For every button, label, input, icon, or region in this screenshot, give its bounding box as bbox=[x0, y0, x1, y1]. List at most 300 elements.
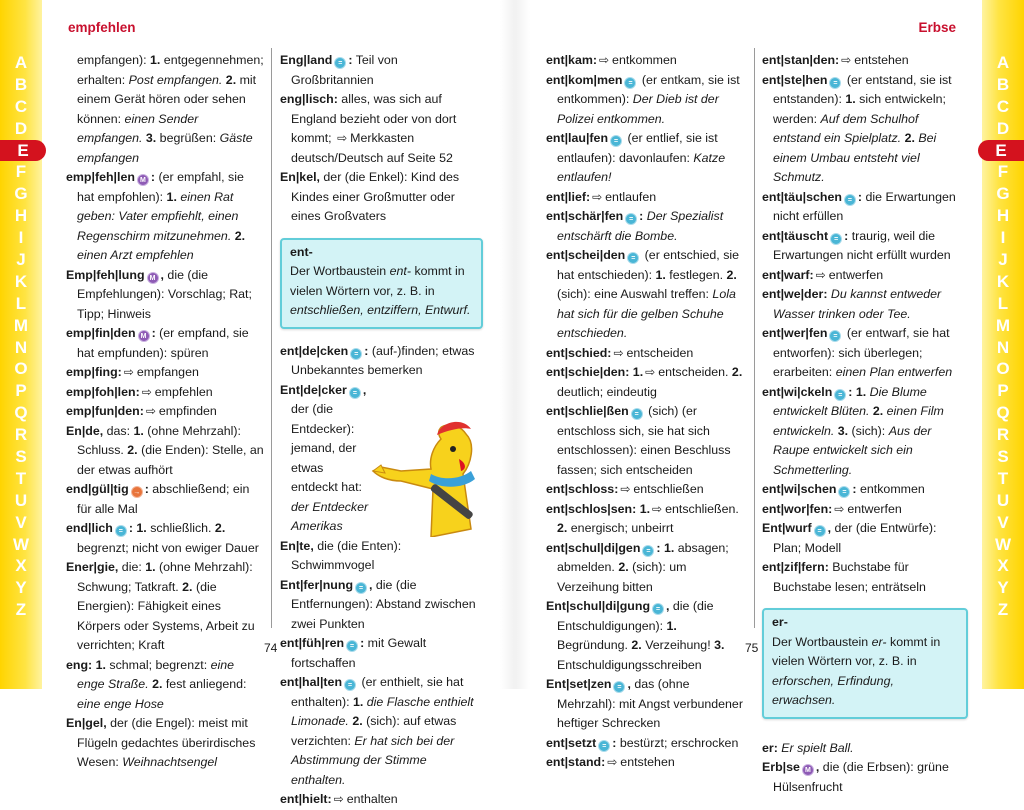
info-box-title: ent- bbox=[290, 244, 313, 259]
m-badge-icon: M bbox=[137, 174, 149, 186]
alphabet-tab-j[interactable]: J bbox=[998, 250, 1008, 270]
headword: Ent|set|zen bbox=[546, 677, 612, 691]
headword: 2. bbox=[182, 579, 193, 594]
dictionary-entry bbox=[66, 168, 264, 266]
alphabet-tab-t[interactable]: T bbox=[997, 468, 1009, 488]
headword: : 1. bbox=[848, 384, 867, 399]
example-text: Du kannst entweder Wasser trinken oder Tee. bbox=[773, 287, 942, 321]
definition-text: schließlich. bbox=[146, 521, 215, 535]
dictionary-entry bbox=[762, 285, 968, 324]
alphabet-tab-k[interactable]: K bbox=[996, 271, 1010, 291]
definition-text: (er entschied, sie hat entschieden): bbox=[557, 248, 740, 282]
definition-text: (er enthielt, sie hat enthalten): bbox=[291, 675, 464, 709]
dictionary-entry bbox=[66, 51, 264, 168]
definition-text: (er entwarf, sie hat entworfen): sich überlegen; erarbeiten: bbox=[773, 326, 950, 379]
dictionary-entry bbox=[66, 480, 264, 519]
example-text: er- bbox=[871, 634, 887, 649]
alphabet-tab-v[interactable]: V bbox=[997, 512, 1009, 532]
alphabet-tab-p[interactable]: P bbox=[997, 381, 1009, 401]
arrow-right-icon: ⇨ bbox=[123, 365, 134, 379]
definition-text: entstehen bbox=[620, 755, 675, 769]
column-divider bbox=[754, 48, 755, 628]
alphabet-tab-x[interactable]: X bbox=[15, 556, 27, 576]
book-gutter bbox=[500, 0, 530, 689]
definition-text: entkommen bbox=[612, 53, 677, 67]
headword: : bbox=[144, 482, 149, 496]
alphabet-tab-z[interactable]: Z bbox=[997, 600, 1009, 620]
example-text: einen Film entwickeln. bbox=[773, 404, 944, 438]
headword: Eng|land bbox=[280, 53, 333, 67]
alphabet-tab-r[interactable]: R bbox=[14, 425, 28, 445]
headword: emp|fing: bbox=[66, 365, 122, 379]
dictionary-entry bbox=[546, 246, 748, 344]
blue-badge-icon: = bbox=[631, 408, 643, 420]
definition-text: (sich): bbox=[848, 423, 889, 438]
definition-text: entscheiden bbox=[626, 345, 694, 360]
alphabet-tab-z[interactable]: Z bbox=[15, 600, 27, 620]
dictionary-entry bbox=[280, 168, 483, 227]
arrow-right-icon: ⇨ bbox=[841, 53, 852, 67]
definition-text: die Erwartungen nicht erfüllen bbox=[773, 189, 956, 223]
alphabet-tab-j[interactable]: J bbox=[16, 250, 26, 270]
dictionary-column-2 bbox=[280, 51, 483, 810]
dictionary-entry bbox=[762, 558, 968, 597]
dictionary-entry bbox=[762, 51, 968, 71]
alphabet-tab-r[interactable]: R bbox=[996, 425, 1010, 445]
headword: ent|setzt bbox=[546, 735, 597, 750]
headword: ent|lief: bbox=[546, 189, 591, 204]
dictionary-entry bbox=[66, 383, 264, 403]
alphabet-tab-m[interactable]: M bbox=[995, 315, 1011, 335]
alphabet-tab-d[interactable]: D bbox=[996, 118, 1010, 138]
definition-text: kommt in vielen Wörtern vor, z. B. in bbox=[290, 264, 465, 298]
arrow-right-icon: ⇨ bbox=[652, 501, 663, 516]
dictionary-entry bbox=[546, 480, 748, 500]
arrow-right-icon: ⇨ bbox=[607, 755, 618, 769]
page-number-left: 74 bbox=[264, 641, 278, 655]
headword: , bbox=[362, 382, 367, 397]
definition-text: das: bbox=[103, 423, 134, 438]
arrow-right-icon: ⇨ bbox=[613, 345, 624, 360]
example-text: Auf dem Schulhof entstand ein Spielplatz. bbox=[773, 111, 919, 145]
definition-text: der (die Enkel): Kind des Kindes einer Großmutter oder eines Großvaters bbox=[291, 170, 460, 223]
dictionary-entry bbox=[66, 324, 264, 363]
definition-text: begrenzt; nicht von ewiger Dauer bbox=[77, 540, 259, 555]
headword: : bbox=[844, 228, 849, 243]
dictionary-entry bbox=[762, 758, 968, 797]
headword: En|kel, bbox=[280, 170, 320, 184]
guide-word-right: Erbse bbox=[918, 20, 956, 35]
dictionary-entry bbox=[280, 673, 483, 790]
example-text: Die Blume entwickelt Blüten. bbox=[773, 384, 927, 418]
m-badge-icon: M bbox=[138, 330, 150, 342]
definition-text: (sich): auf etwas verzichten: bbox=[291, 714, 457, 748]
dictionary-entry bbox=[546, 129, 748, 188]
dictionary-entry bbox=[546, 539, 748, 598]
headword: eng: 1. bbox=[66, 657, 106, 672]
headword: ent|lau|fen bbox=[546, 131, 609, 145]
definition-text: traurig, weil die Erwartungen nicht erfüllt wurden bbox=[773, 228, 951, 262]
definition-text: das (ohne Mehrzahl): mit Angst verbundener heftiger Schrecken bbox=[557, 677, 743, 730]
info-box-text bbox=[772, 633, 958, 711]
headword: 2. bbox=[901, 131, 915, 145]
headword: : bbox=[639, 209, 644, 223]
definition-text: (auf-)finden; etwas Unbekanntes bemerken bbox=[291, 343, 475, 377]
dictionary-entry bbox=[762, 480, 968, 500]
alphabet-tab-n[interactable]: N bbox=[14, 337, 28, 357]
dictionary-entry bbox=[546, 188, 748, 208]
alphabet-tab-u[interactable]: U bbox=[996, 490, 1010, 510]
alphabet-tab-o[interactable]: O bbox=[14, 359, 28, 379]
alphabet-index-left bbox=[0, 52, 42, 621]
headword: eng|lisch: bbox=[280, 92, 338, 106]
alphabet-tab-c[interactable]: C bbox=[14, 96, 28, 116]
definition-text: deutlich; eindeutig bbox=[557, 384, 657, 399]
example-text: Er spielt Ball. bbox=[777, 740, 854, 755]
headword: ent|we|der: bbox=[762, 287, 828, 301]
example-text: Weihnachtsengel bbox=[122, 755, 218, 769]
alphabet-tab-w[interactable]: W bbox=[994, 534, 1012, 554]
blue-badge-icon: = bbox=[344, 679, 356, 691]
dictionary-entry bbox=[546, 500, 748, 539]
dictionary-entry bbox=[762, 227, 968, 266]
headword: ent|schul|di|gen bbox=[546, 540, 641, 555]
headword: : bbox=[360, 636, 365, 650]
example-text: Der Spezialist entschärft die Bombe. bbox=[557, 209, 724, 243]
blue-badge-icon: = bbox=[624, 77, 636, 89]
alphabet-tab-h[interactable]: H bbox=[14, 206, 28, 226]
alphabet-tab-g[interactable]: G bbox=[14, 184, 28, 204]
dictionary-entry bbox=[280, 90, 483, 168]
alphabet-tab-s[interactable]: S bbox=[997, 447, 1009, 467]
arrow-right-icon: ⇨ bbox=[834, 501, 845, 516]
definition-text: (die Enden): Stelle, an der etwas aufhört bbox=[77, 443, 264, 477]
info-box-er bbox=[762, 608, 968, 719]
alphabet-tab-b[interactable]: B bbox=[14, 74, 28, 94]
example-text: die Flasche enthielt Limonade. bbox=[291, 694, 474, 728]
definition-text: alles, was sich auf England bezieht oder von dort kommt; bbox=[291, 92, 457, 145]
dictionary-entry bbox=[546, 51, 748, 71]
alphabet-tab-y[interactable]: Y bbox=[997, 578, 1009, 598]
example-text: einen Plan entwerfen bbox=[835, 365, 953, 379]
headword: : bbox=[348, 53, 353, 67]
headword: 3. bbox=[714, 638, 725, 652]
headword: ent|schied: bbox=[546, 345, 612, 360]
headword: 3. bbox=[142, 131, 157, 145]
dictionary-entry bbox=[66, 656, 264, 715]
example-text: Katze entlaufen! bbox=[557, 150, 726, 184]
blue-badge-icon: = bbox=[642, 545, 654, 557]
alphabet-tab-i[interactable]: I bbox=[1000, 228, 1006, 248]
definition-text: Buchstabe für Buchstabe lesen; enträtseln bbox=[773, 560, 926, 594]
example-text: ent- bbox=[389, 264, 411, 278]
headword: ent|schie|den: 1. bbox=[546, 365, 644, 379]
definition-text: (sich) (er entschloss sich, sie hat sich entschlossen): einen Beschluss fassen; sich entscheiden bbox=[557, 404, 731, 477]
headword: ent|de|cken bbox=[280, 343, 349, 358]
headword: : bbox=[364, 343, 369, 358]
example-text: Post empfangen. bbox=[128, 72, 223, 87]
headword: ent|schei|den bbox=[546, 248, 626, 262]
headword: ent|füh|ren bbox=[280, 636, 345, 650]
example-text: erforschen, Erfindung, erwachsen. bbox=[772, 673, 894, 707]
example-text: Aus der Raupe entwickelt sich ein Schmetterling. bbox=[773, 423, 932, 477]
guide-word-left: empfehlen bbox=[68, 20, 136, 35]
dictionary-entry bbox=[66, 714, 264, 773]
alphabet-tab-b[interactable]: B bbox=[996, 74, 1010, 94]
headword: En|gel, bbox=[66, 716, 107, 730]
dictionary-entry bbox=[280, 576, 483, 635]
definition-text: entstehen bbox=[854, 53, 909, 67]
dictionary-entry bbox=[66, 519, 264, 558]
headword: ent|stan|den: bbox=[762, 53, 840, 67]
definition-text: Merkkasten deutsch/Deutsch auf Seite 52 bbox=[291, 131, 453, 165]
definition-text: abschließend; ein für alle Mal bbox=[77, 482, 250, 516]
alphabet-tab-d[interactable]: D bbox=[14, 118, 28, 138]
alphabet-tab-f[interactable]: F bbox=[997, 162, 1009, 182]
dictionary-entry bbox=[546, 675, 748, 734]
headword: Erb|se bbox=[762, 760, 800, 774]
definition-text: (die Energien): Fähigkeit eines Körpers oder Systems, Arbeit zu verrichten; Kraft bbox=[77, 579, 255, 652]
definition-text: entlaufen bbox=[605, 189, 657, 204]
arrow-right-icon: ⇨ bbox=[620, 482, 631, 496]
headword: 2. bbox=[726, 267, 737, 282]
example-text: einen Rat geben: Vater empfiehlt, einen Regenschirm mitzunehmen. bbox=[77, 189, 239, 243]
blue-badge-icon: = bbox=[613, 681, 625, 693]
headword: ent|warf: bbox=[762, 267, 814, 282]
headword: ent|stand: bbox=[546, 755, 606, 769]
headword: ent|hielt: bbox=[280, 792, 332, 806]
headword: emp|fun|den: bbox=[66, 404, 144, 418]
info-box-text bbox=[290, 262, 473, 321]
example-text: der Entdecker Amerikas bbox=[291, 499, 369, 533]
alphabet-tab-e[interactable]: E bbox=[0, 140, 46, 162]
headword: Ener|gie, bbox=[66, 560, 119, 574]
definition-text: energisch; unbeirrt bbox=[567, 521, 674, 535]
page-number-right: 75 bbox=[745, 641, 759, 655]
headword: 2. bbox=[731, 365, 743, 379]
alphabet-tab-s[interactable]: S bbox=[15, 447, 27, 467]
headword: , bbox=[160, 267, 164, 282]
blue-badge-icon: = bbox=[830, 233, 842, 245]
alphabet-tab-k[interactable]: K bbox=[14, 271, 28, 291]
example-text: Bei einem Umbau entsteht viel Schmutz. bbox=[773, 131, 937, 184]
headword: 2. bbox=[231, 228, 246, 243]
definition-text: (ohne Mehrzahl): Schwung; Tatkraft. bbox=[77, 560, 253, 594]
definition-text: der (die Entdecker): jemand, der etwas entdeckt hat: bbox=[291, 402, 362, 494]
blue-badge-icon: = bbox=[610, 135, 622, 147]
headword: ent|wer|fen bbox=[762, 326, 828, 340]
headword: ent|kam: bbox=[546, 53, 597, 67]
dictionary-entry bbox=[546, 71, 748, 130]
alphabet-tab-q[interactable]: Q bbox=[996, 403, 1010, 423]
blue-badge-icon: = bbox=[350, 348, 362, 360]
alphabet-tab-u[interactable]: U bbox=[14, 490, 28, 510]
headword: 2. bbox=[148, 677, 163, 691]
example-text: eine enge Straße. bbox=[77, 657, 235, 691]
headword: 3. bbox=[834, 423, 849, 438]
dictionary-entry bbox=[66, 363, 264, 383]
definition-text: Entschuldigungsschreiben bbox=[557, 657, 702, 672]
alphabet-tab-q[interactable]: Q bbox=[14, 403, 28, 423]
headword: Ent|schul|di|gung bbox=[546, 599, 651, 613]
dictionary-entry bbox=[66, 558, 264, 656]
example-text: Er hat sich bei der Abstimmung der Stimme enthalten. bbox=[291, 733, 455, 787]
alphabet-tab-m[interactable]: M bbox=[13, 315, 29, 335]
alphabet-tab-l[interactable]: L bbox=[15, 293, 27, 313]
headword: : bbox=[857, 189, 863, 204]
alphabet-tab-f[interactable]: F bbox=[15, 162, 27, 182]
example-text: einen Arzt empfehlen bbox=[77, 248, 194, 262]
definition-text: die (die Enten): Schwimmvogel bbox=[291, 538, 402, 572]
definition-text: (er entkam, sie ist entkommen): bbox=[557, 72, 740, 106]
headword: ent|kom|men bbox=[546, 72, 623, 87]
dictionary-column-3 bbox=[546, 51, 748, 773]
blue-badge-icon: = bbox=[349, 387, 361, 399]
example-text: Der Dieb ist der Polizei entkommen. bbox=[557, 92, 719, 126]
m-badge-icon: M bbox=[147, 272, 159, 284]
dictionary-entry bbox=[762, 500, 968, 520]
headword: : bbox=[150, 170, 156, 184]
definition-text: empfangen bbox=[136, 365, 199, 379]
headword: ent|schlos|sen: 1. bbox=[546, 501, 651, 516]
definition-text: Teil von Großbritannien bbox=[291, 53, 398, 87]
definition-text: (er empfand, sie hat empfunden): spüren bbox=[77, 326, 249, 360]
dictionary-entry bbox=[762, 188, 968, 227]
headword: ent|täu|schen bbox=[762, 189, 842, 204]
alphabet-tab-v[interactable]: V bbox=[15, 512, 27, 532]
arrow-right-icon: ⇨ bbox=[337, 131, 348, 145]
definition-text: absagen; abmelden. bbox=[557, 540, 729, 574]
headword: : 1. bbox=[656, 540, 675, 555]
blue-badge-icon: = bbox=[346, 640, 358, 652]
dictionary-entry bbox=[546, 753, 748, 773]
headword: ent|schlie|ßen bbox=[546, 404, 629, 418]
definition-text: der (die Entwürfe): Plan; Modell bbox=[773, 521, 937, 555]
headword: emp|foh|len: bbox=[66, 384, 140, 399]
blue-badge-icon: = bbox=[115, 525, 127, 537]
alphabet-tab-o[interactable]: O bbox=[996, 359, 1010, 379]
headword: 1. bbox=[655, 267, 666, 282]
alphabet-tab-n[interactable]: N bbox=[996, 337, 1010, 357]
headword: , bbox=[666, 599, 670, 613]
headword: 1. bbox=[845, 92, 856, 106]
blue-badge-icon: = bbox=[652, 603, 664, 615]
alphabet-tab-x[interactable]: X bbox=[997, 556, 1009, 576]
blue-badge-icon: = bbox=[625, 213, 637, 225]
definition-text: (sich): um Verzeihung bitten bbox=[557, 560, 687, 594]
definition-text: entwerfen bbox=[828, 267, 884, 282]
definition-text: die (die Erbsen): grüne Hülsenfrucht bbox=[773, 760, 949, 794]
headword: ent|wi|ckeln bbox=[762, 384, 833, 399]
headword: 2. bbox=[222, 72, 237, 87]
alphabet-tab-h[interactable]: H bbox=[996, 206, 1010, 226]
alphabet-index-right bbox=[982, 52, 1024, 621]
alphabet-tab-i[interactable]: I bbox=[18, 228, 24, 248]
alphabet-tab-l[interactable]: L bbox=[997, 293, 1009, 313]
headword: , bbox=[369, 577, 373, 592]
definition-text: die: bbox=[118, 560, 146, 574]
m-badge-icon: M bbox=[802, 764, 814, 776]
definition-text: empfangen): bbox=[77, 53, 151, 67]
headword: end|lich bbox=[66, 521, 113, 535]
headword: 1. bbox=[353, 694, 364, 709]
dictionary-entry bbox=[546, 363, 748, 402]
alphabet-tab-p[interactable]: P bbox=[15, 381, 27, 401]
blue-badge-icon: = bbox=[829, 77, 841, 89]
alphabet-tab-c[interactable]: C bbox=[996, 96, 1010, 116]
definition-text: (er entlief, sie ist entlaufen): davonlaufen: bbox=[557, 131, 718, 165]
alphabet-tab-y[interactable]: Y bbox=[15, 578, 27, 598]
orange-badge-icon: → bbox=[131, 486, 143, 498]
dictionary-entry bbox=[546, 402, 748, 480]
dictionary-entry bbox=[280, 342, 483, 381]
arrow-right-icon: ⇨ bbox=[815, 267, 826, 282]
headword: Ent|wurf bbox=[762, 521, 812, 535]
dictionary-entry bbox=[546, 344, 748, 364]
definition-text: festlegen. bbox=[665, 267, 727, 282]
headword: En|de, bbox=[66, 423, 104, 438]
definition-text: mit einem Gerät hören oder sehen können: bbox=[77, 72, 257, 126]
definition-text: entscheiden. bbox=[658, 365, 732, 379]
arrow-right-icon: ⇨ bbox=[645, 365, 656, 379]
definition-text: fest anliegend: bbox=[162, 677, 247, 691]
headword: 2. bbox=[214, 521, 226, 535]
headword: 2. bbox=[348, 714, 363, 728]
headword: 2. bbox=[869, 404, 884, 418]
definition-text: die (die Empfehlungen): Vorschlag; Rat; Tipp; Hinweis bbox=[77, 267, 252, 321]
headword: 1. bbox=[166, 189, 177, 204]
alphabet-tab-a[interactable]: A bbox=[996, 53, 1010, 72]
headword: emp|feh|len bbox=[66, 170, 135, 184]
alphabet-tab-e[interactable]: E bbox=[978, 140, 1024, 162]
headword: 2. bbox=[618, 560, 629, 574]
definition-text: der (die Engel): meist mit Flügeln gedachtes überirdisches Wesen: bbox=[77, 716, 256, 769]
headword: : bbox=[151, 326, 156, 340]
definition-text: Der Wortbaustein bbox=[772, 634, 872, 649]
definition-text: begrüßen: bbox=[156, 131, 220, 145]
example-text: entschließen, entziffern, Entwurf. bbox=[290, 303, 471, 317]
headword: ent|zif|fern: bbox=[762, 560, 829, 574]
dictionary-entry bbox=[280, 634, 483, 673]
definition-text: entschließen bbox=[633, 482, 704, 496]
definition-text: empfinden bbox=[158, 404, 217, 418]
dictionary-entry bbox=[762, 266, 968, 286]
headword: , bbox=[827, 521, 832, 535]
headword: : bbox=[852, 482, 857, 496]
dictionary-entry bbox=[546, 597, 748, 675]
dictionary-column-1 bbox=[66, 51, 264, 773]
alphabet-tab-w[interactable]: W bbox=[12, 534, 30, 554]
dictionary-entry bbox=[66, 422, 264, 481]
definition-text: (er empfahl, sie hat empfohlen): bbox=[77, 170, 244, 204]
headword: , bbox=[815, 760, 820, 774]
alphabet-tab-g[interactable]: G bbox=[996, 184, 1010, 204]
definition-text: Der Wortbaustein bbox=[290, 264, 390, 278]
arrow-right-icon: ⇨ bbox=[145, 404, 156, 418]
dictionary-entry bbox=[546, 734, 748, 754]
headword: end|gül|tig bbox=[66, 482, 129, 496]
headword: , bbox=[627, 677, 631, 691]
definition-text: schmal; begrenzt: bbox=[105, 657, 211, 672]
alphabet-tab-a[interactable]: A bbox=[14, 53, 28, 72]
dictionary-entry bbox=[762, 519, 968, 558]
alphabet-tab-t[interactable]: T bbox=[15, 468, 27, 488]
headword: er: bbox=[762, 740, 778, 755]
dictionary-entry bbox=[280, 537, 483, 576]
headword: ent|wor|fen: bbox=[762, 501, 833, 516]
arrow-right-icon: ⇨ bbox=[333, 792, 344, 806]
arrow-right-icon: ⇨ bbox=[592, 189, 603, 204]
